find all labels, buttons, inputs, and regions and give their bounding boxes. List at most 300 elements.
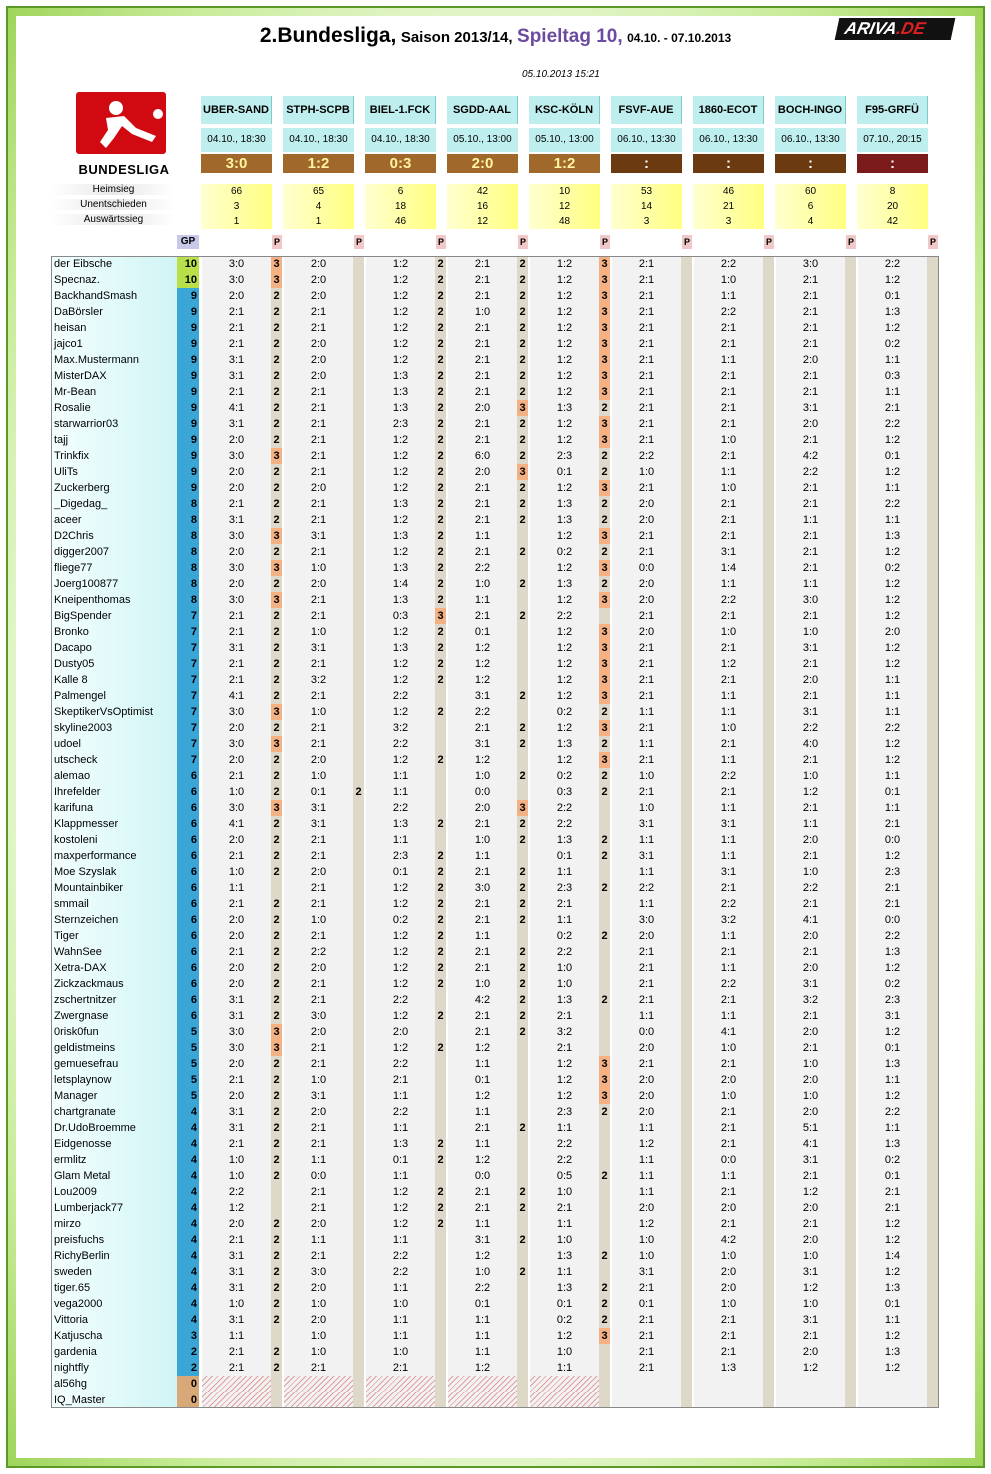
points-cell (681, 1152, 692, 1168)
points-cell (353, 912, 364, 928)
player-name[interactable]: UliTs (51, 464, 177, 480)
tip-cell: 1:3 (366, 592, 435, 608)
tip-cell: 0:2 (858, 1152, 927, 1168)
player-name[interactable]: Rosalie (51, 400, 177, 416)
tip-cell: 1:2 (694, 656, 763, 672)
points-cell (353, 1136, 364, 1152)
tip-cell: 1:0 (202, 1152, 271, 1168)
tip-cell: 1:2 (530, 304, 599, 320)
tip-cell: 3:1 (202, 352, 271, 368)
player-name[interactable]: maxperformance (51, 848, 177, 864)
stat-away: 1 (201, 214, 272, 229)
player-name[interactable]: zschertnitzer (51, 992, 177, 1008)
player-name[interactable]: kostoleni (51, 832, 177, 848)
player-name[interactable]: heisan (51, 320, 177, 336)
points-cell: 2 (271, 1168, 282, 1184)
tip-cell: 3:0 (202, 528, 271, 544)
table-row (51, 544, 939, 560)
points-cell (681, 272, 692, 288)
player-name[interactable]: Katjuscha (51, 1328, 177, 1344)
player-name[interactable]: aceer (51, 512, 177, 528)
points-cell: 2 (517, 688, 528, 704)
tip-cell: 2:1 (202, 320, 271, 336)
player-name[interactable]: Moe Szyslak (51, 864, 177, 880)
stat-draw: 12 (529, 199, 600, 214)
tip-cell (530, 1392, 599, 1408)
player-name[interactable]: Dacapo (51, 640, 177, 656)
player-points: 6 (177, 784, 199, 800)
player-name[interactable]: BackhandSmash (51, 288, 177, 304)
player-name[interactable]: gemuesefrau (51, 1056, 177, 1072)
tip-cell: 1:2 (530, 416, 599, 432)
game-date: 04.10., 18:30 (283, 128, 354, 152)
tip-cell: 2:0 (202, 976, 271, 992)
tip-cell: 1:3 (530, 400, 599, 416)
player-name[interactable]: Mr-Bean (51, 384, 177, 400)
points-cell (517, 1360, 528, 1376)
points-cell: 2 (271, 944, 282, 960)
player-name[interactable]: geldistmeins (51, 1040, 177, 1056)
player-name[interactable]: digger2007 (51, 544, 177, 560)
player-name[interactable]: udoel (51, 736, 177, 752)
points-cell: 2 (435, 416, 446, 432)
points-cell: 2 (271, 512, 282, 528)
points-cell: 3 (271, 736, 282, 752)
tip-cell: 2:1 (448, 416, 517, 432)
points-cell: 3 (599, 480, 610, 496)
points-cell (927, 512, 938, 528)
points-cell (435, 1312, 446, 1328)
points-cell (599, 960, 610, 976)
tip-cell: 2:1 (202, 624, 271, 640)
tip-cell: 0:1 (858, 1040, 927, 1056)
points-cell: 2 (599, 496, 610, 512)
points-cell (763, 1200, 774, 1216)
player-name[interactable]: jajco1 (51, 336, 177, 352)
tip-cell: 2:1 (448, 864, 517, 880)
player-name[interactable]: ermlitz (51, 1152, 177, 1168)
tip-cell: 1:2 (366, 288, 435, 304)
game-code: BOCH-INGO (775, 96, 846, 124)
player-name[interactable]: Bronko (51, 624, 177, 640)
tip-cell: 2:1 (284, 496, 353, 512)
game-date: 07.10., 20:15 (857, 128, 928, 152)
tip-cell: 2:1 (858, 896, 927, 912)
player-name[interactable]: Kalle 8 (51, 672, 177, 688)
points-cell: 2 (599, 736, 610, 752)
tip-cell: 0:1 (858, 448, 927, 464)
points-cell: 2 (271, 1056, 282, 1072)
tip-cell: 2:1 (530, 1200, 599, 1216)
tip-cell: 2:1 (612, 1312, 681, 1328)
tip-cell: 0:1 (530, 464, 599, 480)
tip-cell: 2:1 (612, 656, 681, 672)
points-cell: 2 (435, 256, 446, 272)
tip-cell: 2:1 (612, 528, 681, 544)
points-cell (435, 784, 446, 800)
tip-cell: 2:1 (202, 656, 271, 672)
tip-cell: 3:1 (284, 528, 353, 544)
player-name[interactable]: Zwergnase (51, 1008, 177, 1024)
player-points: 9 (177, 288, 199, 304)
points-cell: 2 (599, 832, 610, 848)
player-name[interactable]: RichyBerlin (51, 1248, 177, 1264)
points-cell (927, 640, 938, 656)
tip-cell: 1:2 (366, 896, 435, 912)
game-result: : (857, 154, 928, 173)
tip-cell: 1:4 (366, 576, 435, 592)
player-name[interactable]: Joerg100877 (51, 576, 177, 592)
points-cell: 2 (517, 384, 528, 400)
tip-cell: 2:0 (284, 368, 353, 384)
player-name[interactable]: Kneipenthomas (51, 592, 177, 608)
player-name[interactable]: tajj (51, 432, 177, 448)
tip-cell: 1:1 (694, 800, 763, 816)
player-points: 9 (177, 336, 199, 352)
points-cell (763, 720, 774, 736)
player-name[interactable]: Max.Mustermann (51, 352, 177, 368)
points-cell: 2 (271, 368, 282, 384)
tip-cell: 2:0 (776, 1232, 845, 1248)
points-cell (681, 992, 692, 1008)
tip-cell: 2:1 (612, 432, 681, 448)
player-name[interactable]: Glam Metal (51, 1168, 177, 1184)
tip-cell: 2:2 (776, 464, 845, 480)
tip-cell: 0:1 (530, 1296, 599, 1312)
points-cell (845, 800, 856, 816)
points-cell (927, 800, 938, 816)
tip-cell: 3:0 (202, 736, 271, 752)
points-cell: 2 (599, 512, 610, 528)
points-cell (517, 1344, 528, 1360)
points-cell: 3 (435, 608, 446, 624)
tip-cell: 2:2 (448, 704, 517, 720)
points-cell: 2 (271, 608, 282, 624)
points-cell (845, 1104, 856, 1120)
table-row (51, 1184, 939, 1200)
table-row (51, 368, 939, 384)
tip-cell: 1:3 (858, 944, 927, 960)
stat-draw: 3 (201, 199, 272, 214)
tip-cell: 2:3 (858, 992, 927, 1008)
player-name[interactable]: Vittoria (51, 1312, 177, 1328)
tip-cell: 2:1 (284, 384, 353, 400)
tip-cell: 1:1 (366, 1280, 435, 1296)
player-name[interactable]: Palmengel (51, 688, 177, 704)
points-cell (517, 784, 528, 800)
points-cell (353, 1104, 364, 1120)
tip-cell: 0:1 (366, 1152, 435, 1168)
points-cell (927, 320, 938, 336)
player-points: 4 (177, 1312, 199, 1328)
tip-cell: 1:1 (776, 576, 845, 592)
points-cell (845, 672, 856, 688)
points-cell (353, 1344, 364, 1360)
stat-home: 65 (283, 184, 354, 199)
points-cell (927, 752, 938, 768)
points-cell: 2 (435, 560, 446, 576)
player-name[interactable]: sweden (51, 1264, 177, 1280)
player-name[interactable]: gardenia (51, 1344, 177, 1360)
points-cell (845, 576, 856, 592)
tip-cell: 2:1 (284, 400, 353, 416)
tip-cell (776, 1392, 845, 1408)
table-row (51, 608, 939, 624)
tip-cell: 4:1 (776, 1136, 845, 1152)
player-name[interactable]: skyline2003 (51, 720, 177, 736)
tip-cell: 2:1 (448, 608, 517, 624)
tip-cell: 2:0 (202, 928, 271, 944)
tip-cell: 1:1 (366, 1232, 435, 1248)
table-row (51, 1296, 939, 1312)
tip-cell (530, 1376, 599, 1392)
tip-cell: 2:2 (530, 944, 599, 960)
tip-cell: 3:1 (202, 1280, 271, 1296)
player-name[interactable]: Ihrefelder (51, 784, 177, 800)
points-cell (435, 800, 446, 816)
points-cell (845, 1344, 856, 1360)
points-cell: 2 (271, 752, 282, 768)
tip-cell: 2:0 (202, 752, 271, 768)
points-cell (435, 1072, 446, 1088)
tip-cell: 2:1 (776, 320, 845, 336)
player-points: 6 (177, 992, 199, 1008)
tip-cell: 1:0 (448, 304, 517, 320)
points-cell: 2 (435, 528, 446, 544)
tip-cell: 1:1 (858, 1312, 927, 1328)
tip-cell: 3:2 (776, 992, 845, 1008)
tip-cell: 2:1 (612, 976, 681, 992)
points-cell (599, 1040, 610, 1056)
points-cell: 2 (517, 832, 528, 848)
player-name[interactable]: vega2000 (51, 1296, 177, 1312)
tip-cell: 1:2 (530, 272, 599, 288)
tip-cell: 1:2 (858, 1024, 927, 1040)
points-cell (927, 544, 938, 560)
points-cell (763, 848, 774, 864)
player-name[interactable]: der Eibsche (51, 256, 177, 272)
tip-cell: 1:1 (530, 1120, 599, 1136)
tip-cell: 1:2 (366, 432, 435, 448)
player-name[interactable]: chartgranate (51, 1104, 177, 1120)
player-name[interactable]: DaBörsler (51, 304, 177, 320)
player-name[interactable]: utscheck (51, 752, 177, 768)
points-cell (927, 688, 938, 704)
tip-cell: 1:3 (858, 1280, 927, 1296)
points-cell (353, 656, 364, 672)
player-name[interactable]: smmail (51, 896, 177, 912)
points-cell (927, 1280, 938, 1296)
player-name[interactable]: Xetra-DAX (51, 960, 177, 976)
player-name[interactable]: WahnSee (51, 944, 177, 960)
tip-cell: 2:1 (694, 1104, 763, 1120)
player-name[interactable]: D2Chris (51, 528, 177, 544)
player-name[interactable]: Eidgenosse (51, 1136, 177, 1152)
points-cell (845, 624, 856, 640)
player-name[interactable]: nightfly (51, 1360, 177, 1376)
tip-cell: 1:1 (448, 1344, 517, 1360)
points-cell (681, 928, 692, 944)
points-cell (681, 1232, 692, 1248)
tip-cell: 2:0 (776, 672, 845, 688)
points-cell (763, 464, 774, 480)
tip-cell: 2:2 (694, 304, 763, 320)
points-cell (845, 848, 856, 864)
tip-cell: 2:1 (448, 288, 517, 304)
points-cell: 2 (517, 720, 528, 736)
points-cell (353, 1072, 364, 1088)
tip-cell: 2:1 (612, 688, 681, 704)
tip-cell: 0:0 (612, 1024, 681, 1040)
tip-cell: 0:1 (366, 864, 435, 880)
points-cell (517, 1040, 528, 1056)
tip-cell: 2:1 (776, 544, 845, 560)
table-row (51, 448, 939, 464)
points-cell: 2 (271, 1248, 282, 1264)
tip-cell: 2:1 (776, 368, 845, 384)
tip-cell: 1:2 (858, 464, 927, 480)
tip-cell: 2:2 (530, 608, 599, 624)
points-cell (927, 352, 938, 368)
points-cell (763, 880, 774, 896)
tip-cell: 2:1 (776, 528, 845, 544)
tip-cell: 3:0 (202, 560, 271, 576)
points-cell (681, 784, 692, 800)
points-cell: 2 (271, 336, 282, 352)
points-cell (845, 1392, 856, 1408)
tip-cell: 3:1 (202, 1312, 271, 1328)
player-name[interactable]: Trinkfix (51, 448, 177, 464)
player-name[interactable]: alemao (51, 768, 177, 784)
points-cell (599, 976, 610, 992)
points-cell (681, 1136, 692, 1152)
player-points: 7 (177, 736, 199, 752)
points-cell: 2 (517, 1184, 528, 1200)
player-name[interactable]: Mountainbiker (51, 880, 177, 896)
tip-cell: 3:1 (694, 864, 763, 880)
points-cell: 2 (435, 624, 446, 640)
player-name[interactable]: Sternzeichen (51, 912, 177, 928)
player-name[interactable]: Dusty05 (51, 656, 177, 672)
tip-cell: 2:1 (284, 736, 353, 752)
points-cell (927, 608, 938, 624)
tip-cell: 2:1 (284, 432, 353, 448)
player-name[interactable]: 0risk0fun (51, 1024, 177, 1040)
tip-cell: 1:2 (366, 304, 435, 320)
tip-cell: 1:2 (530, 384, 599, 400)
tip-cell: 2:1 (284, 1184, 353, 1200)
tip-cell: 1:2 (858, 432, 927, 448)
tip-cell: 3:0 (284, 1008, 353, 1024)
player-name[interactable]: _Digedag_ (51, 496, 177, 512)
points-cell (927, 368, 938, 384)
player-name[interactable]: SkeptikerVsOptimist (51, 704, 177, 720)
points-cell (845, 608, 856, 624)
points-cell: 3 (599, 384, 610, 400)
tip-cell: 2:0 (284, 1312, 353, 1328)
points-cell: 2 (435, 288, 446, 304)
points-cell (681, 896, 692, 912)
points-cell (763, 288, 774, 304)
points-cell: 2 (435, 432, 446, 448)
points-cell (927, 1104, 938, 1120)
tip-cell: 1:0 (776, 864, 845, 880)
points-cell (517, 1392, 528, 1408)
points-cell: 2 (599, 768, 610, 784)
player-name[interactable]: Lumberjack77 (51, 1200, 177, 1216)
tip-cell: 2:2 (694, 256, 763, 272)
points-cell: 2 (517, 1200, 528, 1216)
tip-cell: 1:3 (366, 640, 435, 656)
player-name[interactable]: starwarrior03 (51, 416, 177, 432)
tip-cell: 1:1 (612, 864, 681, 880)
points-cell (927, 1072, 938, 1088)
tip-cell: 1:1 (366, 1088, 435, 1104)
points-cell (353, 752, 364, 768)
player-name[interactable]: Dr.UdoBroemme (51, 1120, 177, 1136)
player-points: 10 (177, 272, 199, 288)
tip-cell: 2:2 (612, 448, 681, 464)
player-name[interactable]: preisfuchs (51, 1232, 177, 1248)
tip-cell: 2:1 (202, 304, 271, 320)
player-name[interactable]: Lou2009 (51, 1184, 177, 1200)
points-cell (435, 1376, 446, 1392)
points-cell (681, 800, 692, 816)
tip-cell: 4:0 (776, 736, 845, 752)
player-name[interactable]: IQ_Master (51, 1392, 177, 1408)
player-name[interactable]: letsplaynow (51, 1072, 177, 1088)
table-row (51, 1360, 939, 1376)
points-cell (353, 480, 364, 496)
player-name[interactable]: karifuna (51, 800, 177, 816)
player-name[interactable]: BigSpender (51, 608, 177, 624)
points-cell (845, 1328, 856, 1344)
player-name[interactable]: fliege77 (51, 560, 177, 576)
points-cell (845, 256, 856, 272)
tip-cell: 2:1 (448, 1008, 517, 1024)
player-name[interactable]: Zuckerberg (51, 480, 177, 496)
player-name[interactable]: Zickzackmaus (51, 976, 177, 992)
player-name[interactable]: MisterDAX (51, 368, 177, 384)
tip-cell: 2:1 (612, 640, 681, 656)
tip-cell: 1:2 (858, 1264, 927, 1280)
player-name[interactable]: al56hg (51, 1376, 177, 1392)
points-cell (763, 1104, 774, 1120)
player-name[interactable]: Klappmesser (51, 816, 177, 832)
points-cell (353, 1296, 364, 1312)
player-points: 4 (177, 1104, 199, 1120)
tip-cell: 3:1 (284, 640, 353, 656)
player-name[interactable]: mirzo (51, 1216, 177, 1232)
tip-cell: 1:2 (858, 576, 927, 592)
tip-cell: 2:2 (530, 1136, 599, 1152)
player-name[interactable]: Tiger (51, 928, 177, 944)
player-points: 8 (177, 544, 199, 560)
points-cell (927, 1184, 938, 1200)
points-cell (681, 304, 692, 320)
points-cell: 2 (435, 1216, 446, 1232)
tip-cell: 2:1 (284, 1248, 353, 1264)
player-name[interactable]: tiger.65 (51, 1280, 177, 1296)
points-cell: 2 (517, 368, 528, 384)
player-name[interactable]: Specnaz. (51, 272, 177, 288)
player-name[interactable]: Manager (51, 1088, 177, 1104)
tip-cell: 2:1 (694, 608, 763, 624)
points-cell: 3 (599, 656, 610, 672)
points-cell (353, 592, 364, 608)
points-cell (845, 1248, 856, 1264)
ariva-logo[interactable]: ARIVA.DE (835, 18, 956, 40)
